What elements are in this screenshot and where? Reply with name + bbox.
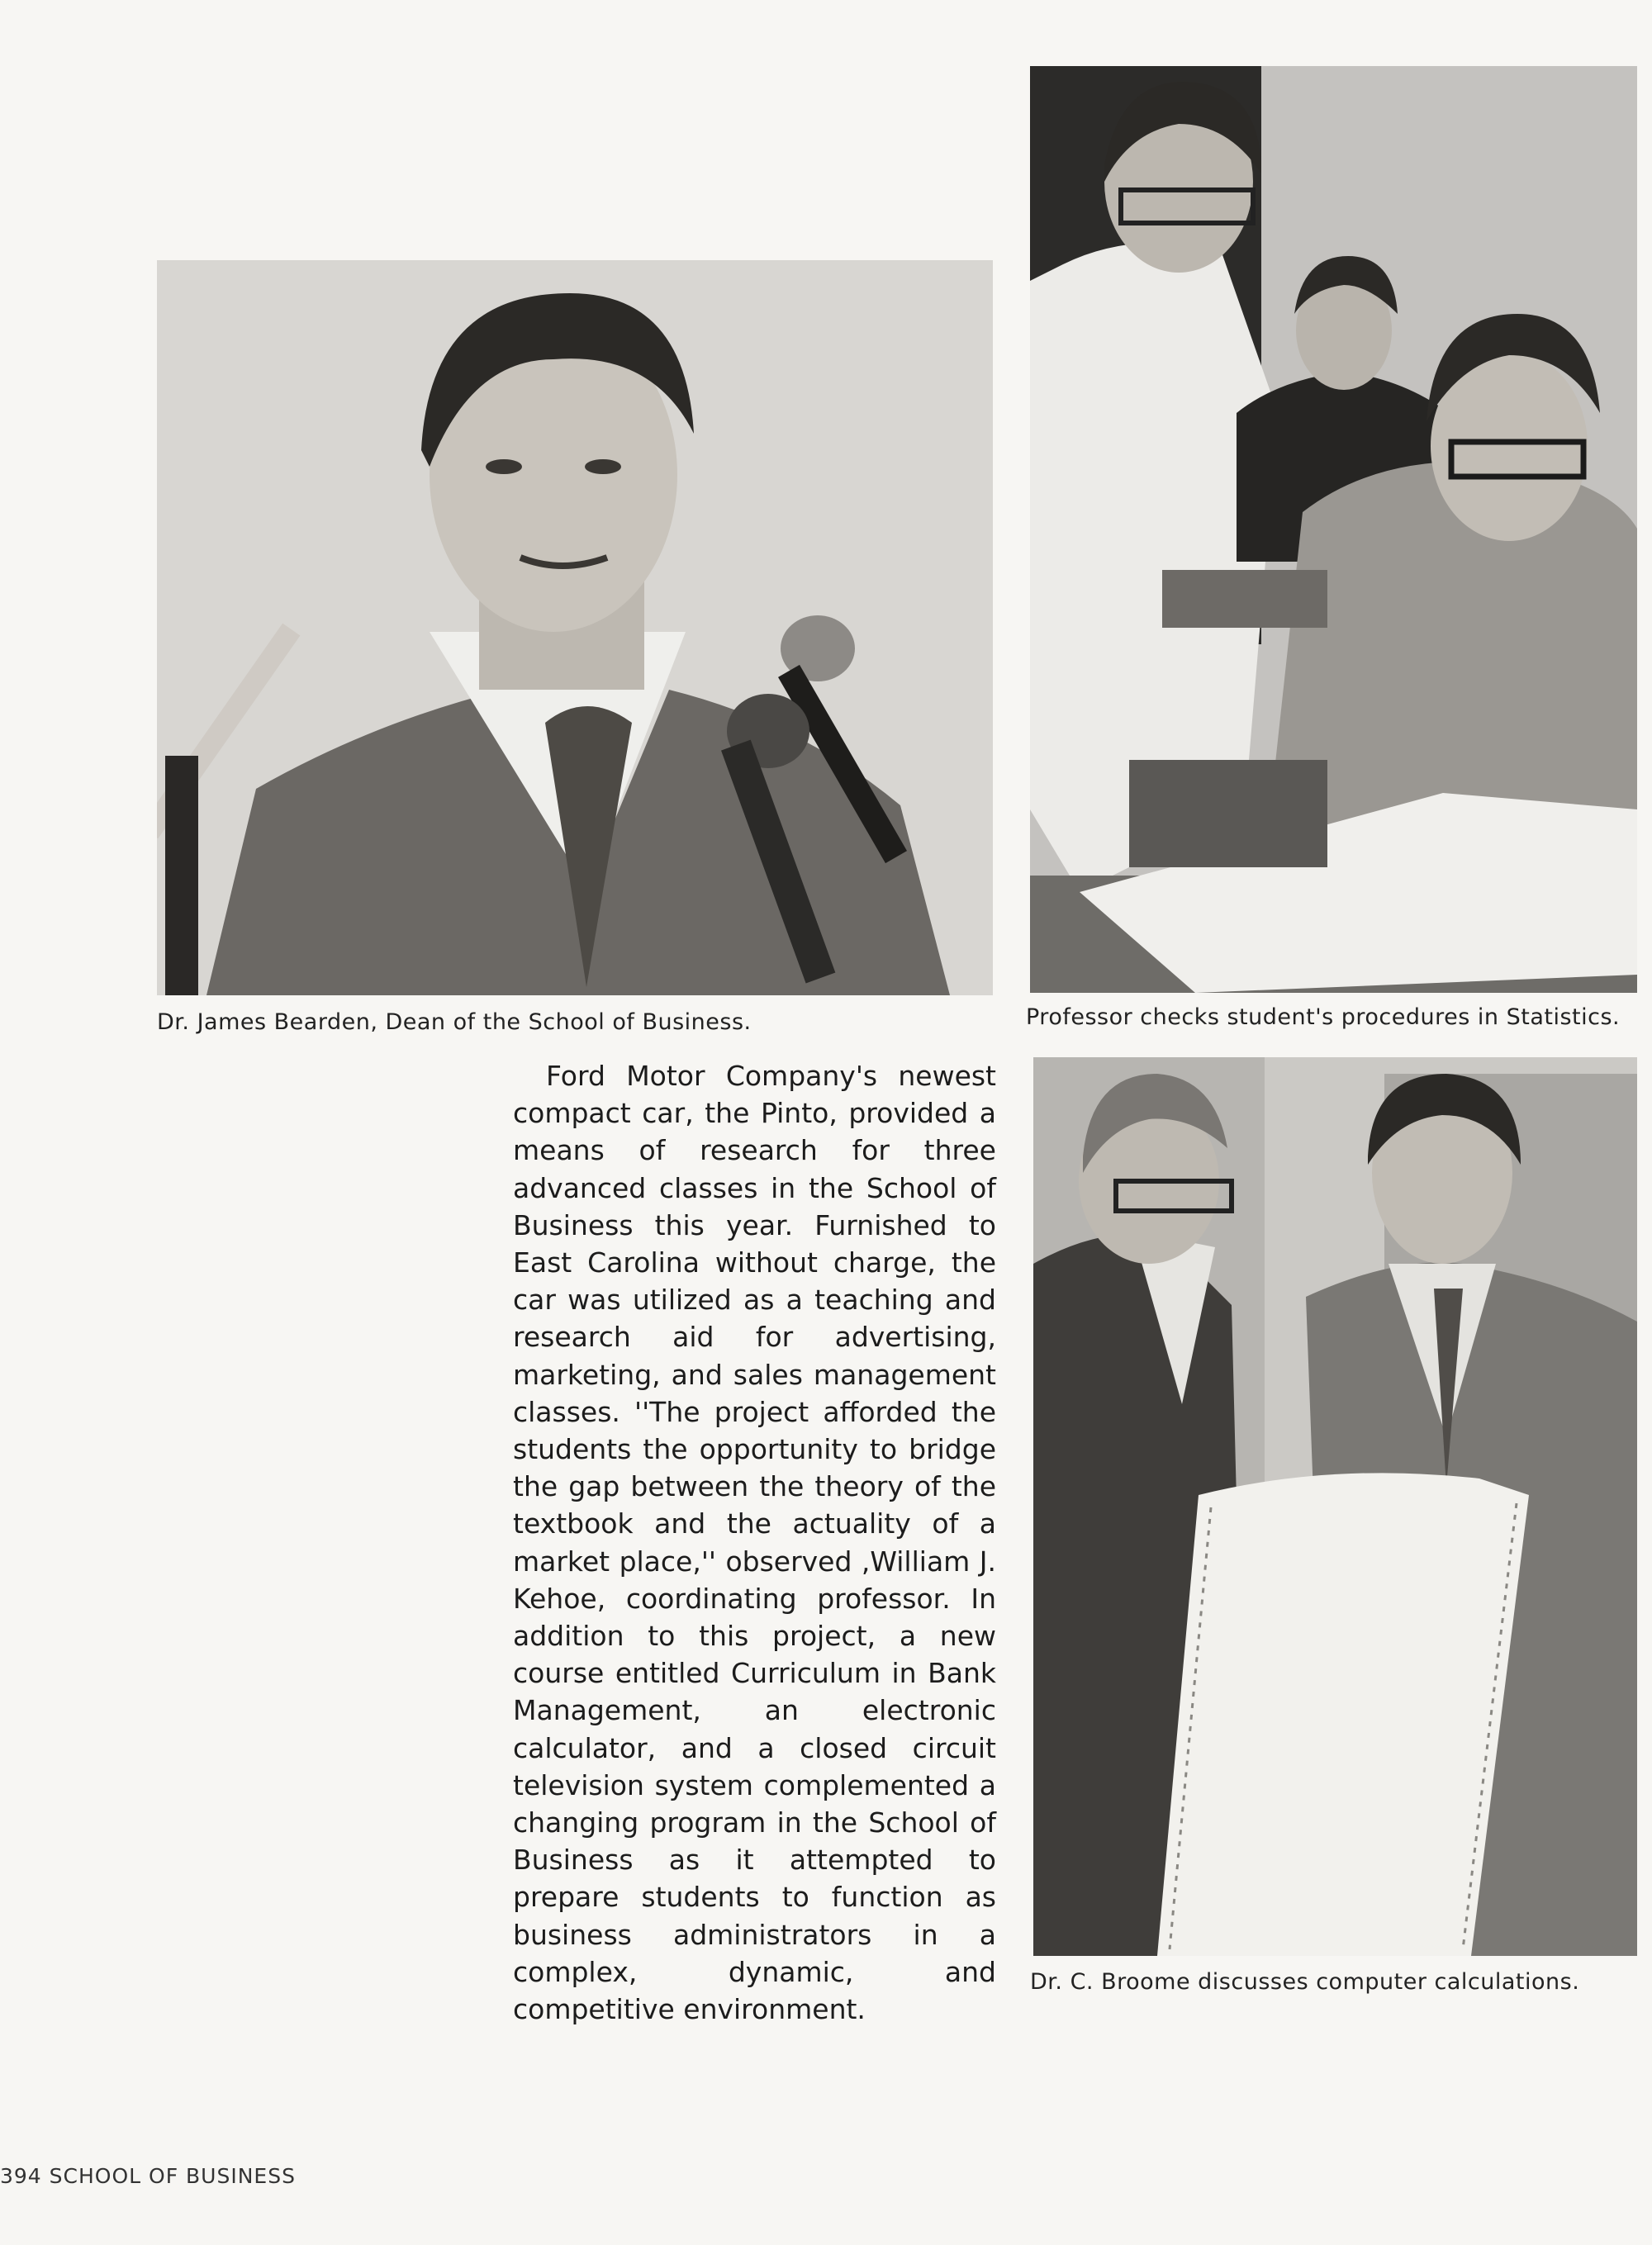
photo-statistics-class bbox=[1030, 66, 1637, 993]
caption-broome: Dr. C. Broome discusses computer calculations. bbox=[1030, 1969, 1580, 1995]
page-folio: 394 SCHOOL OF BUSINESS bbox=[0, 2164, 296, 2188]
photo-dean-bearden bbox=[157, 260, 993, 995]
photo-broome-printout bbox=[1033, 1057, 1637, 1956]
article-body: Ford Motor Company's newest compact car, the Pinto, provided a means of research for three advanced classes in the School of Business this year. Furnished to East Carolina without charge, the car was utilized as a teaching and research aid for advertising, marketing, and sales management classes. ''The project afforded the students the opportunity to bridge the gap between the theory of the textbook and the actuality of a market place,'' observed ,William J. Kehoe, coordinating professor. In addition to this project, a new course entitled Curriculum in Bank Management, an electronic calculator, and a closed circuit television system complemented a changing program in the School of Business as it attempted to prepare students to function as business administrators in a complex, dynamic, and competitive environment. bbox=[513, 1060, 996, 2026]
caption-dean: Dr. James Bearden, Dean of the School of Business. bbox=[157, 1009, 752, 1035]
caption-statistics: Professor checks student's procedures in Statistics. bbox=[1026, 1004, 1621, 1030]
